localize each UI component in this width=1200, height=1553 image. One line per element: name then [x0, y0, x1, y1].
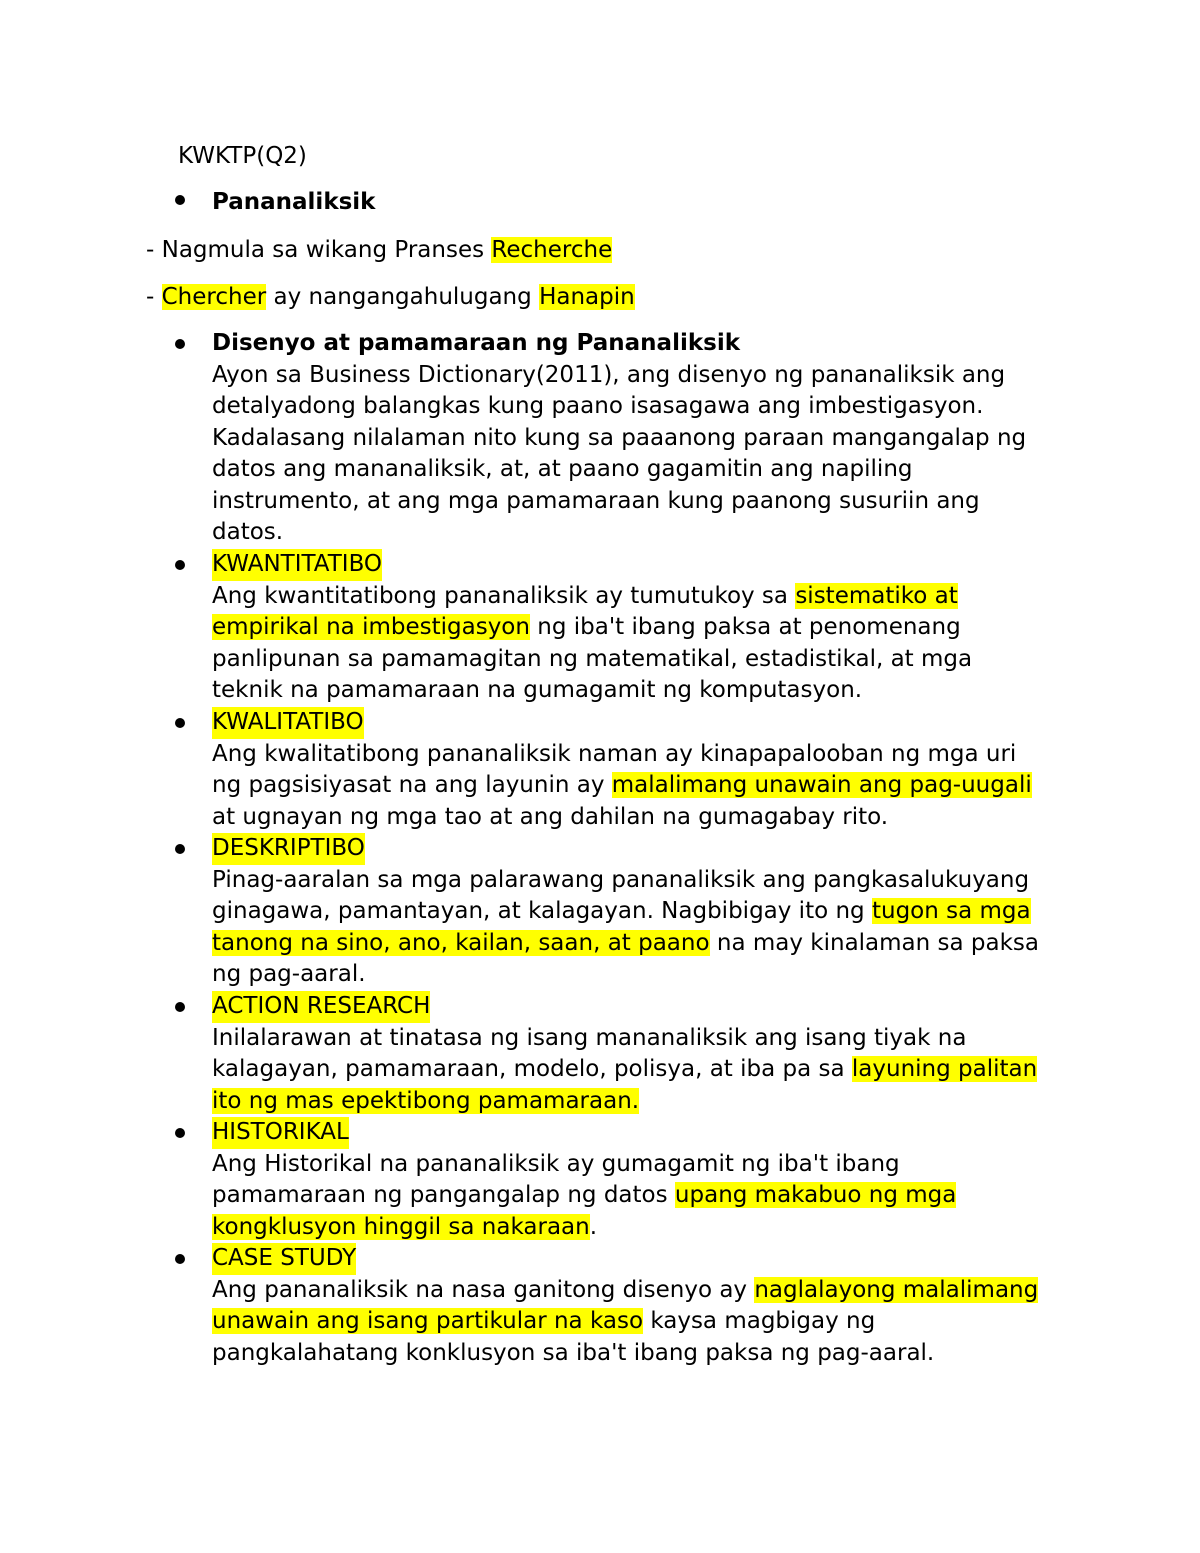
body-text: .	[589, 1213, 598, 1240]
body-text: teknik na pamamaraan na gumagamit ng komputasyon.	[212, 677, 863, 703]
section	[175, 991, 1075, 1117]
section-head	[175, 833, 1075, 865]
section-head	[175, 1243, 1075, 1275]
meaning-line	[146, 282, 635, 312]
origin-text: Nagmula sa wikang Pranses	[161, 237, 492, 263]
body-line	[212, 1338, 1075, 1370]
body-line	[212, 1023, 1075, 1055]
section	[175, 707, 1075, 833]
body-line	[212, 865, 1075, 897]
body-text: Inilalarawan at tinatasa ng isang mananaliksik ang isang tiyak na	[212, 1024, 967, 1051]
bullet-icon	[175, 844, 185, 854]
body-line	[212, 1086, 1075, 1118]
meaning-highlight-2: Hanapin	[539, 284, 635, 310]
body-line	[212, 517, 1075, 549]
body-line	[212, 423, 1075, 455]
body-text: ginagawa, pamantayan, at kalagayan. Nagbibigay ito ng	[212, 898, 872, 924]
body-line	[212, 1306, 1075, 1338]
body-text: at ugnayan ng mga tao at ang dahilan na gumagabay rito.	[212, 803, 889, 830]
document-title: KWKTP(Q2)	[178, 143, 307, 169]
body-line	[212, 454, 1075, 486]
body-line	[212, 486, 1075, 518]
body-text: Kadalasang nilalaman nito kung sa paaanong paraan mangangalap ng	[212, 424, 1027, 451]
highlighted-text: empirikal na imbestigasyon	[212, 614, 530, 640]
body-text: panlipunan sa pamamagitan ng matematikal, estadistikal, at mga	[212, 645, 973, 672]
body-text: ng pag-aaral.	[212, 961, 366, 987]
body-text: instrumento, at ang mga pamamaraan kung paanong susuriin ang	[212, 487, 980, 514]
origin-highlight: Recherche	[491, 237, 613, 263]
section	[175, 328, 1075, 549]
section-body	[175, 581, 1075, 707]
section-heading: DESKRIPTIBO	[212, 833, 365, 865]
bullet-icon	[175, 1254, 185, 1264]
body-text: ng iba't ibang paksa at penomenang	[529, 614, 961, 640]
section	[175, 1117, 1075, 1243]
section-head	[175, 328, 1075, 360]
section-head	[175, 1117, 1075, 1149]
body-line	[212, 1275, 1075, 1307]
body-line	[212, 391, 1075, 423]
topic-heading: Pananaliksik	[212, 189, 376, 215]
body-line	[212, 612, 1075, 644]
section-heading: HISTORIKAL	[212, 1117, 349, 1149]
body-line	[212, 770, 1075, 802]
body-line	[212, 675, 1075, 707]
body-text: Ang Historikal na pananaliksik ay gumagamit ng iba't ibang	[212, 1150, 900, 1177]
meaning-highlight: Chercher	[161, 284, 267, 310]
body-text: Ang kwantitatibong pananaliksik ay tumutukoy sa	[212, 582, 796, 609]
body-text: Pinag-aaralan sa mga palarawang pananaliksik ang pangkasalukuyang	[212, 866, 1030, 893]
body-text: detalyadong balangkas kung paano isasagawa ang imbestigasyon.	[212, 393, 984, 419]
highlighted-text: ito ng mas epektibong pamamaraan.	[212, 1087, 640, 1114]
dash-prefix: -	[146, 284, 162, 310]
body-line	[212, 928, 1075, 960]
body-line	[212, 1212, 1075, 1244]
highlighted-text: layuning palitan	[851, 1056, 1038, 1082]
highlighted-text: sistematiko at	[795, 582, 958, 609]
highlighted-text: malalimang unawain ang pag-uugali	[611, 772, 1032, 798]
highlighted-text: upang makabuo ng mga	[674, 1182, 957, 1208]
highlighted-text: naglalayong malalimang	[754, 1276, 1039, 1303]
highlighted-text: kongklusyon hinggil sa nakaraan	[212, 1213, 590, 1240]
body-line	[212, 1180, 1075, 1212]
bullet-icon	[175, 1002, 185, 1012]
bullet-icon	[175, 195, 185, 205]
bullet-icon	[175, 718, 185, 728]
body-line	[212, 802, 1075, 834]
body-text: kaysa magbigay ng	[643, 1308, 876, 1334]
highlighted-text: tanong na sino, ano, kailan, saan, at paano	[212, 929, 710, 956]
body-line	[212, 896, 1075, 928]
body-line	[212, 959, 1075, 991]
body-text: Ang pananaliksik na nasa ganitong disenyo ay	[212, 1276, 755, 1303]
meaning-text: ay nangangahulugang	[266, 284, 540, 310]
body-text: Ang kwalitatibong pananaliksik naman ay kinapapalooban ng mga uri	[212, 740, 1017, 767]
section-heading: ACTION RESEARCH	[212, 991, 430, 1023]
body-line	[212, 360, 1075, 392]
body-text: pamamaraan ng pangangalap ng datos	[212, 1182, 675, 1208]
body-line	[212, 644, 1075, 676]
section-body	[175, 360, 1075, 549]
section-body	[175, 1275, 1075, 1370]
section-body	[175, 1023, 1075, 1118]
body-text: na may kinalaman sa paksa	[709, 929, 1040, 956]
section	[175, 549, 1075, 707]
body-text: datos ang mananaliksik, at, at paano gagamitin ang napiling	[212, 456, 913, 482]
highlighted-text: unawain ang isang partikular na kaso	[212, 1308, 644, 1334]
section-head	[175, 707, 1075, 739]
dash-prefix: -	[146, 237, 162, 263]
body-line	[212, 739, 1075, 771]
origin-line	[146, 235, 612, 265]
topic-bullet	[175, 187, 375, 217]
section-head	[175, 991, 1075, 1023]
body-text: Ayon sa Business Dictionary(2011), ang disenyo ng pananaliksik ang	[212, 361, 1006, 388]
body-line	[212, 581, 1075, 613]
body-text: datos.	[212, 519, 284, 545]
body-text: kalagayan, pamamaraan, modelo, polisya, at iba pa sa	[212, 1056, 852, 1082]
bullet-icon	[175, 1128, 185, 1138]
body-line	[212, 1149, 1075, 1181]
section-heading: CASE STUDY	[212, 1243, 356, 1275]
section-heading: KWALITATIBO	[212, 707, 364, 739]
bullet-icon	[175, 339, 185, 349]
bullet-icon	[175, 560, 185, 570]
body-text: pangkalahatang konklusyon sa iba't ibang paksa ng pag-aaral.	[212, 1339, 935, 1366]
body-line	[212, 1054, 1075, 1086]
highlighted-text: tugon sa mga	[871, 898, 1031, 924]
body-text: ng pagsisiyasat na ang layunin ay	[212, 772, 612, 798]
section	[175, 1243, 1075, 1369]
section-body	[175, 1149, 1075, 1244]
section-body	[175, 739, 1075, 834]
section-heading: Disenyo at pamamaraan ng Pananaliksik	[212, 330, 741, 356]
section-head	[175, 549, 1075, 581]
section-heading: KWANTITATIBO	[212, 549, 382, 581]
section-body	[175, 865, 1075, 991]
section	[175, 833, 1075, 991]
